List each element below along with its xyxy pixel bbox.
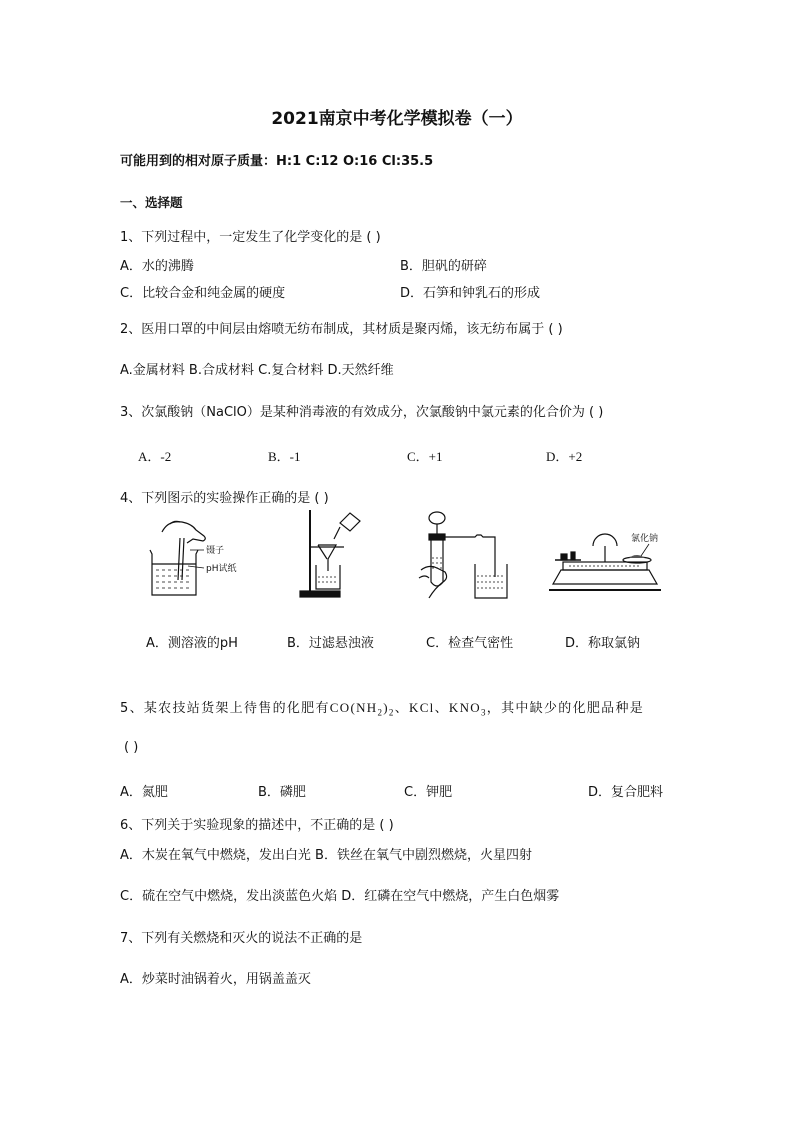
question-1-option-a: A．水的沸腾 — [120, 259, 194, 274]
question-4-option-d: D．称取氯钠 — [565, 636, 641, 651]
q5-sub-3: 3 — [480, 707, 487, 718]
q5-suffix: ，其中缺少的化肥品种是 — [486, 701, 645, 716]
question-3-stem: 3、次氯酸钠（NaClO）是某种消毒液的有效成分，次氯酸钠中氯元素的化合价为 ( ) — [120, 405, 604, 420]
question-3-option-a: A．-2 — [138, 449, 172, 464]
question-6-options-ab: A．木炭在氧气中燃烧，发出白光 B．铁丝在氧气中剧烈燃烧，火星四射 — [120, 848, 532, 863]
q5-formula-conh: CO(NH — [329, 700, 378, 715]
question-7-stem: 7、下列有关燃烧和灭火的说法不正确的是 — [120, 931, 363, 946]
question-3-option-b: B．-1 — [268, 449, 301, 464]
question-1-option-d: D．石笋和钟乳石的形成 — [400, 286, 541, 301]
label-sodium-chloride: 氯化钠 — [631, 534, 659, 544]
question-4-option-a: A．测溶液的pH — [146, 636, 238, 651]
question-4-option-c: C．检查气密性 — [426, 636, 514, 651]
question-5-option-b: B．磷肥 — [258, 785, 306, 800]
question-2-stem: 2、医用口罩的中间层由熔喷无纺布制成，其材质是聚丙烯，该无纺布属于 ( ) — [120, 322, 563, 337]
question-1-option-c: C．比较合金和纯金属的硬度 — [120, 286, 286, 301]
label-ph-paper: pH试纸 — [206, 564, 237, 574]
question-1-option-b: B．胆矾的研碎 — [400, 259, 487, 274]
question-7-option-a: A．炒菜时油锅着火，用锅盖盖灭 — [120, 972, 311, 987]
question-1-stem: 1、下列过程中，一定发生了化学变化的是 ( ) — [120, 230, 381, 245]
question-5-option-c: C．钾肥 — [404, 785, 453, 800]
figure-measure-ph — [140, 510, 250, 605]
figure-airtightness — [415, 508, 510, 606]
question-3-option-d: D．+2 — [546, 449, 583, 464]
question-2-options: A.金属材料 B.合成材料 C.复合材料 D.天然纤维 — [120, 363, 394, 378]
q5-sub-2: 2 — [388, 707, 395, 718]
q5-prefix: 5、某农技站货架上待售的化肥有 — [120, 701, 330, 716]
figure-filtration — [298, 505, 368, 605]
question-4-stem: 4、下列图示的实验操作正确的是 ( ) — [120, 491, 329, 506]
q5-sep: 、KCl、KNO — [394, 700, 481, 715]
q5-sub-1: 2 — [377, 707, 384, 718]
question-6-stem: 6、下列关于实验现象的描述中，不正确的是 ( ) — [120, 818, 394, 833]
atomic-masses-line: 可能用到的相对原子质量：H:1 C:12 O:16 Cl:35.5 — [120, 154, 434, 169]
question-6-options-cd: C．硫在空气中燃烧，发出淡蓝色火焰 D．红磷在空气中燃烧，产生白色烟雾 — [120, 889, 560, 904]
question-5-blank: ( ) — [124, 740, 139, 755]
label-tweezers: 镊子 — [206, 546, 225, 556]
figure-balance — [545, 530, 665, 602]
section-heading: 一、选择题 — [120, 195, 183, 210]
question-5-option-d: D．复合肥料 — [588, 785, 664, 800]
question-3-option-c: C．+1 — [407, 449, 443, 464]
question-5-stem — [120, 697, 644, 718]
q5-close: ) — [383, 700, 389, 715]
page-title: 2021南京中考化学模拟卷（一） — [271, 109, 523, 129]
question-4-option-b: B．过滤悬浊液 — [287, 636, 374, 651]
question-5-option-a: A．氮肥 — [120, 785, 168, 800]
